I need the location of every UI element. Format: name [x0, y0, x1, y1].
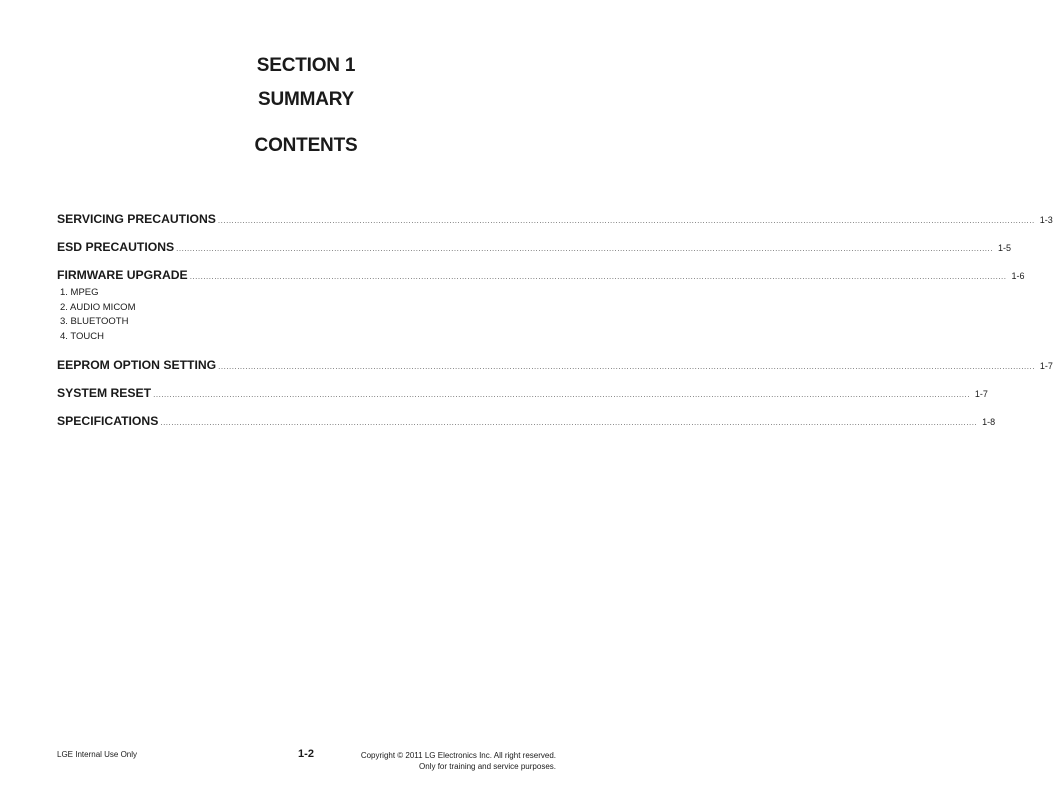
toc-subitem[interactable]: 2. AUDIO MICOM: [60, 301, 136, 313]
toc-entry-row: [57, 358, 1053, 376]
toc-entry-row: [57, 268, 1025, 286]
section-title: SECTION 1: [256, 55, 356, 76]
copyright-line-2: Only for training and service purposes.: [419, 762, 556, 771]
toc-entry-row: [57, 212, 1053, 230]
dot-leader: ............................................................................................................................................................................................................................................................................................................: [189, 272, 1007, 281]
toc-entry-label: SYSTEM RESET: [57, 386, 152, 400]
summary-title: SUMMARY: [257, 89, 355, 110]
toc-entry-row: [57, 240, 1011, 258]
toc-subitem-list: [57, 286, 551, 344]
toc-entry[interactable]: [57, 268, 1025, 344]
table-of-contents: [57, 212, 1053, 432]
dot-leader: ............................................................................................................................................................................................................................................................................................................: [160, 418, 978, 427]
toc-entry-page: 1-8: [982, 417, 996, 427]
toc-entry-label: FIRMWARE UPGRADE: [57, 268, 188, 282]
toc-entry[interactable]: [57, 414, 996, 432]
toc-entry-label: EEPROM OPTION SETTING: [57, 358, 217, 372]
toc-entry[interactable]: [57, 358, 1053, 376]
dot-leader: ............................................................................................................................................................................................................................................................................................................: [218, 362, 1035, 371]
toc-entry-label: SERVICING PRECAUTIONS: [57, 212, 216, 226]
toc-entry-page: 1-5: [997, 243, 1011, 253]
toc-entry-label: SPECIFICATIONS: [57, 414, 159, 428]
footer-page-number: 1-2: [298, 748, 314, 760]
toc-entry[interactable]: [57, 386, 988, 404]
toc-entry[interactable]: [57, 212, 1053, 230]
toc-entry-page: 1-7: [1039, 361, 1053, 371]
toc-entry-label: ESD PRECAUTIONS: [57, 240, 175, 254]
toc-entry-page: 1-3: [1039, 215, 1053, 225]
footer-copyright: [361, 750, 556, 772]
copyright-line-1: Copyright © 2011 LG Electronics Inc. All right reserved.: [360, 751, 556, 760]
dot-leader: ............................................................................................................................................................................................................................................................................................................: [176, 244, 993, 253]
toc-entry-row: [57, 414, 996, 432]
footer-internal-note: LGE Internal Use Only: [57, 750, 138, 759]
dot-leader: ............................................................................................................................................................................................................................................................................................................: [153, 390, 970, 399]
toc-subitem[interactable]: 3. BLUETOOTH: [60, 316, 129, 327]
toc-entry-page: 1-7: [974, 389, 988, 399]
toc-entry[interactable]: [57, 240, 1011, 258]
toc-subitem[interactable]: 1. MPEG: [60, 287, 99, 298]
toc-subitem[interactable]: 4. TOUCH: [60, 330, 104, 342]
toc-entry-page: 1-6: [1011, 271, 1025, 281]
dot-leader: ............................................................................................................................................................................................................................................................................................................: [217, 216, 1035, 225]
toc-entry-row: [57, 386, 988, 404]
contents-heading: CONTENTS: [254, 135, 358, 156]
